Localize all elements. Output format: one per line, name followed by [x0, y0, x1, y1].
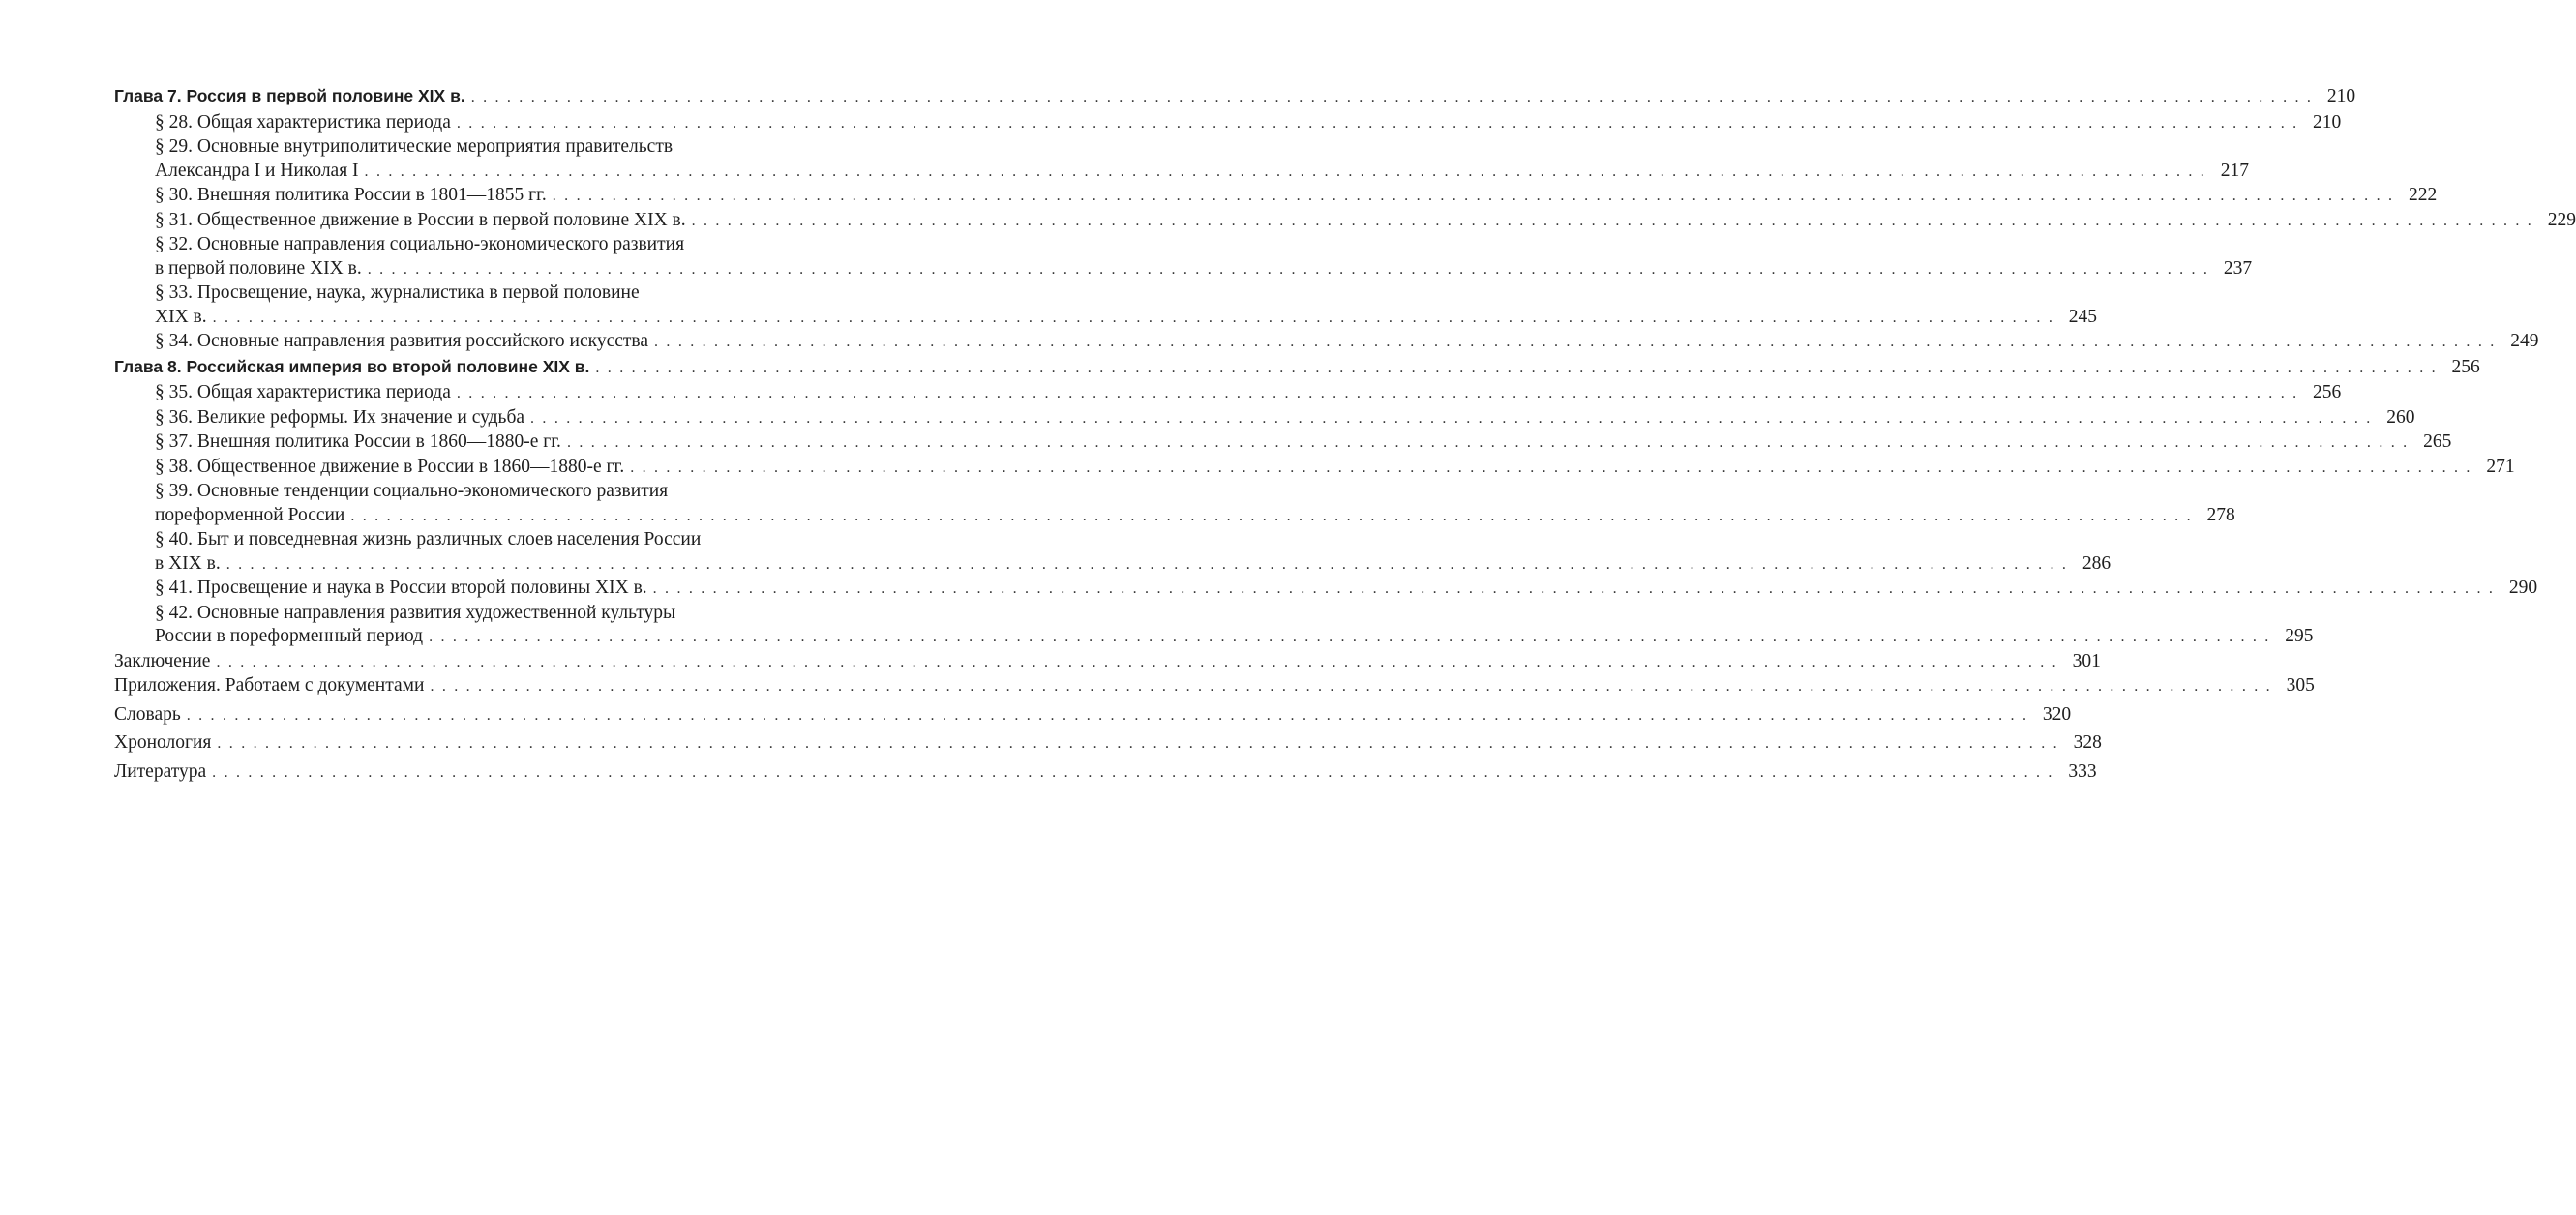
- toc-page-number: 210: [2326, 86, 2356, 106]
- toc-section-entry[interactable]: [114, 381, 2342, 406]
- toc-page-number: 210: [2313, 111, 2342, 133]
- toc-section-entry[interactable]: [114, 456, 2515, 481]
- toc-page-number: 301: [2072, 650, 2101, 671]
- toc-entry-title: пореформенной России: [155, 504, 345, 525]
- toc-entry-title: § 37. Внешняя политика России в 1860—1880-е гг.: [155, 431, 561, 452]
- dot-leader: [692, 210, 2533, 234]
- dot-leader: [553, 185, 2394, 209]
- toc-page-number: 222: [2408, 185, 2438, 205]
- toc-entry[interactable]: [114, 703, 2072, 728]
- toc-entry-line: [155, 160, 2249, 185]
- toc-page-number: 265: [2423, 431, 2452, 452]
- toc-entry-line: [114, 650, 2101, 675]
- toc-entry-line: [155, 381, 2342, 406]
- dot-leader: [365, 161, 2206, 185]
- toc-entry-line: [155, 233, 852, 257]
- toc-entry-line: [155, 282, 852, 306]
- toc-entry-title: § 29. Основные внутриполитические мероприятия правительств: [155, 136, 674, 157]
- dot-leader: [654, 331, 2496, 355]
- toc-section-entry[interactable]: [114, 480, 2235, 528]
- toc-entry-line: [155, 209, 2576, 234]
- dot-leader: [567, 431, 2409, 456]
- toc-entry-title: России в пореформенный период: [155, 626, 424, 646]
- toc-entry-title: Словарь: [114, 703, 181, 725]
- toc-entry-title: Александра I и Николая I: [155, 160, 359, 181]
- toc-entry-title: § 39. Основные тенденции социально-экономического развития: [155, 481, 669, 501]
- dot-leader: [457, 382, 2298, 406]
- toc-section-entry[interactable]: [114, 184, 2438, 209]
- toc-page-number: 333: [2068, 760, 2097, 782]
- toc-entry-line: [155, 456, 2515, 481]
- toc-entry-title: XIX в.: [155, 306, 207, 327]
- toc-section-entry[interactable]: [114, 282, 2098, 330]
- toc-entry-title: § 28. Общая характеристика периода: [155, 111, 451, 133]
- toc-section-entry[interactable]: [114, 233, 2253, 282]
- dot-leader: [213, 307, 2054, 331]
- toc-entry-line: [155, 306, 2098, 331]
- toc-entry-line: [114, 355, 2480, 381]
- dot-leader: [187, 704, 2028, 728]
- toc-entry-title: § 40. Быт и повседневная жизнь различных слоев населения России: [155, 529, 702, 549]
- toc-entry-line: [155, 552, 2112, 578]
- toc-entry-title: § 42. Основные направления развития художественной культуры: [155, 602, 676, 623]
- toc-entry-title: § 32. Основные направления социально-экономического развития: [155, 234, 685, 254]
- toc-page-number: 290: [2508, 578, 2538, 598]
- toc-page-number: 256: [2451, 356, 2480, 377]
- toc-entry-line: [155, 135, 852, 160]
- dot-leader: [368, 258, 2209, 282]
- toc-entry-line: [155, 430, 2452, 456]
- toc-entry-line: [155, 528, 852, 552]
- toc-entry-title: § 35. Общая характеристика периода: [155, 382, 451, 402]
- toc-entry-title: Приложения. Работаем с документами: [114, 675, 425, 696]
- toc-page-number: 245: [2068, 306, 2098, 327]
- toc-page-number: 328: [2073, 732, 2102, 753]
- dot-leader: [429, 626, 2270, 650]
- toc-entry-line: [155, 602, 852, 626]
- dot-leader: [595, 357, 2437, 381]
- toc-page-number: 260: [2386, 406, 2415, 428]
- toc-page-number: 229: [2547, 209, 2576, 230]
- toc-page-number: 217: [2220, 160, 2249, 181]
- table-of-contents: [114, 84, 2576, 785]
- dot-leader: [653, 578, 2495, 602]
- toc-entry-title: § 38. Общественное движение в России в 1860—1880-е гг.: [155, 456, 625, 477]
- toc-entry-line: [155, 111, 2342, 136]
- dot-leader: [471, 86, 2313, 110]
- toc-entry[interactable]: [114, 731, 2102, 756]
- toc-section-entry[interactable]: [114, 602, 2314, 650]
- dot-leader: [530, 407, 2372, 431]
- toc-page-number: 249: [2510, 331, 2539, 351]
- toc-section-entry[interactable]: [114, 330, 2539, 355]
- toc-entry-title: Литература: [114, 760, 207, 782]
- toc-entry-title: Глава 8. Российская империя во второй половине XIX в.: [114, 356, 590, 376]
- toc-section-entry[interactable]: [114, 135, 2249, 184]
- dot-leader: [216, 651, 2057, 675]
- dot-leader: [212, 761, 2053, 785]
- toc-page-number: 305: [2286, 675, 2315, 696]
- dot-leader: [630, 457, 2471, 481]
- toc-entry-title: § 31. Общественное движение в России в первой половине XIX в.: [155, 209, 686, 230]
- toc-section-entry[interactable]: [114, 528, 2112, 577]
- toc-entry-line: [114, 674, 2315, 699]
- toc-entry-line: [155, 184, 2438, 209]
- toc-entry-title: Хронология: [114, 732, 212, 753]
- toc-entry-line: [155, 577, 2538, 602]
- toc-entry-line: [155, 625, 2314, 650]
- toc-entry-line: [114, 84, 2356, 110]
- toc-entry[interactable]: [114, 760, 2097, 785]
- toc-section-entry[interactable]: [114, 209, 2576, 234]
- toc-entry-title: Глава 7. Россия в первой половине XIX в.: [114, 86, 465, 105]
- toc-entry[interactable]: [114, 650, 2101, 675]
- toc-section-entry[interactable]: [114, 430, 2452, 456]
- toc-entry-line: [155, 330, 2539, 355]
- toc-entry-title: в первой половине XIX в.: [155, 257, 362, 279]
- toc-page-number: 320: [2042, 703, 2072, 725]
- toc-page-number: 271: [2486, 456, 2515, 477]
- toc-entry-title: § 41. Просвещение и наука в России второй половины XIX в.: [155, 578, 647, 598]
- toc-section-entry[interactable]: [114, 111, 2342, 136]
- toc-page-number: 237: [2223, 257, 2253, 279]
- toc-entry-title: Заключение: [114, 650, 211, 671]
- toc-entry-line: [155, 406, 2415, 431]
- dot-leader: [350, 505, 2192, 529]
- toc-entry-line: [114, 760, 2097, 785]
- dot-leader: [217, 732, 2058, 756]
- dot-leader: [430, 675, 2271, 699]
- toc-page-number: 295: [2285, 626, 2314, 646]
- toc-entry-title: § 33. Просвещение, наука, журналистика в первой половине: [155, 282, 640, 303]
- toc-chapter-entry[interactable]: [114, 355, 2480, 381]
- toc-entry-line: [155, 480, 852, 504]
- toc-page-number: 256: [2313, 382, 2342, 402]
- toc-entry-title: § 36. Великие реформы. Их значение и судьба: [155, 406, 525, 428]
- toc-entry-title: § 30. Внешняя политика России в 1801—1855 гг.: [155, 185, 547, 205]
- toc-section-entry[interactable]: [114, 577, 2538, 602]
- toc-entry-title: в XIX в.: [155, 552, 221, 574]
- toc-entry[interactable]: [114, 674, 2315, 699]
- toc-chapter-entry[interactable]: [114, 84, 2356, 110]
- toc-entry-line: [114, 703, 2072, 728]
- toc-section-entry[interactable]: [114, 406, 2415, 431]
- toc-entry-title: § 34. Основные направления развития российского искусства: [155, 331, 649, 351]
- toc-entry-line: [155, 257, 2253, 282]
- dot-leader: [226, 553, 2068, 578]
- toc-page-number: 286: [2082, 552, 2112, 574]
- toc-entry-line: [114, 731, 2102, 756]
- dot-leader: [457, 112, 2298, 136]
- toc-page-number: 278: [2206, 504, 2235, 525]
- toc-entry-line: [155, 504, 2235, 529]
